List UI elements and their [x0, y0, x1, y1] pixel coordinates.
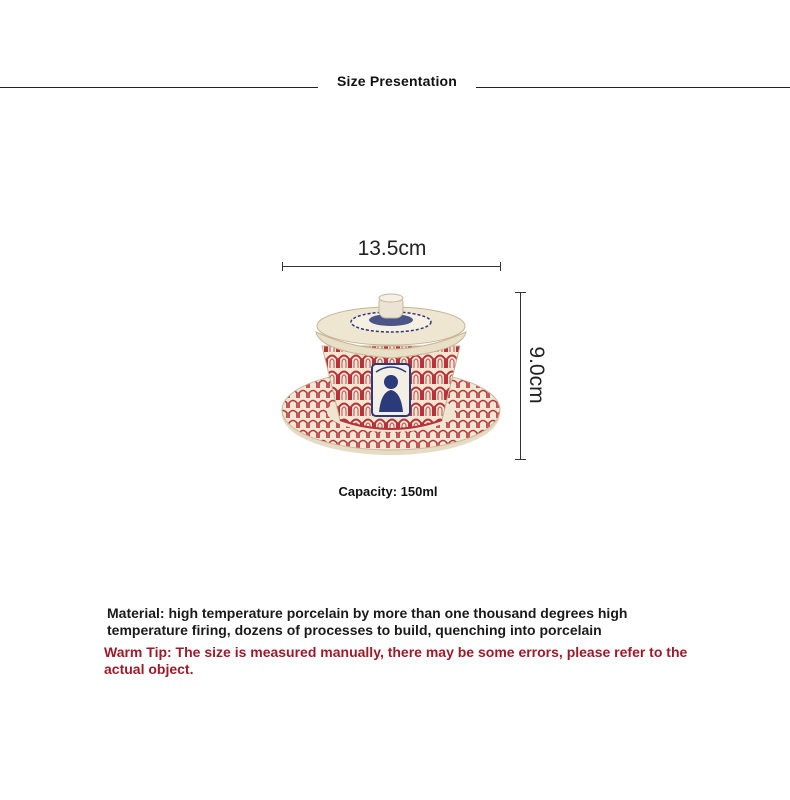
height-dimension-line	[520, 292, 521, 460]
section-title: Size Presentation	[336, 73, 458, 89]
tip-line-1: Warm Tip: The size is measured manually, there may be some errors, please refer to the	[104, 644, 688, 660]
width-dimension-tick-left	[282, 262, 283, 271]
width-dimension-tick-right	[500, 262, 501, 271]
width-dimension-line	[282, 266, 501, 267]
teacup-image	[278, 288, 504, 466]
capacity-label: Capacity: 150ml	[338, 484, 438, 499]
height-dimension-label: 9.0cm	[525, 346, 548, 404]
tip-line-2: actual object.	[104, 661, 194, 677]
height-dimension-tick-bottom	[515, 459, 526, 460]
material-line-1: Material: high temperature porcelain by more than one thousand degrees high	[107, 605, 628, 621]
header-rule-left	[0, 87, 318, 88]
height-dimension-tick-top	[515, 292, 526, 293]
width-dimension-label: 13.5cm	[357, 237, 427, 260]
warm-tip	[104, 644, 724, 678]
material-line-2: temperature firing, dozens of processes to build, quenching into porcelain	[107, 622, 602, 638]
material-description	[107, 605, 707, 639]
header-rule-right	[476, 87, 790, 88]
